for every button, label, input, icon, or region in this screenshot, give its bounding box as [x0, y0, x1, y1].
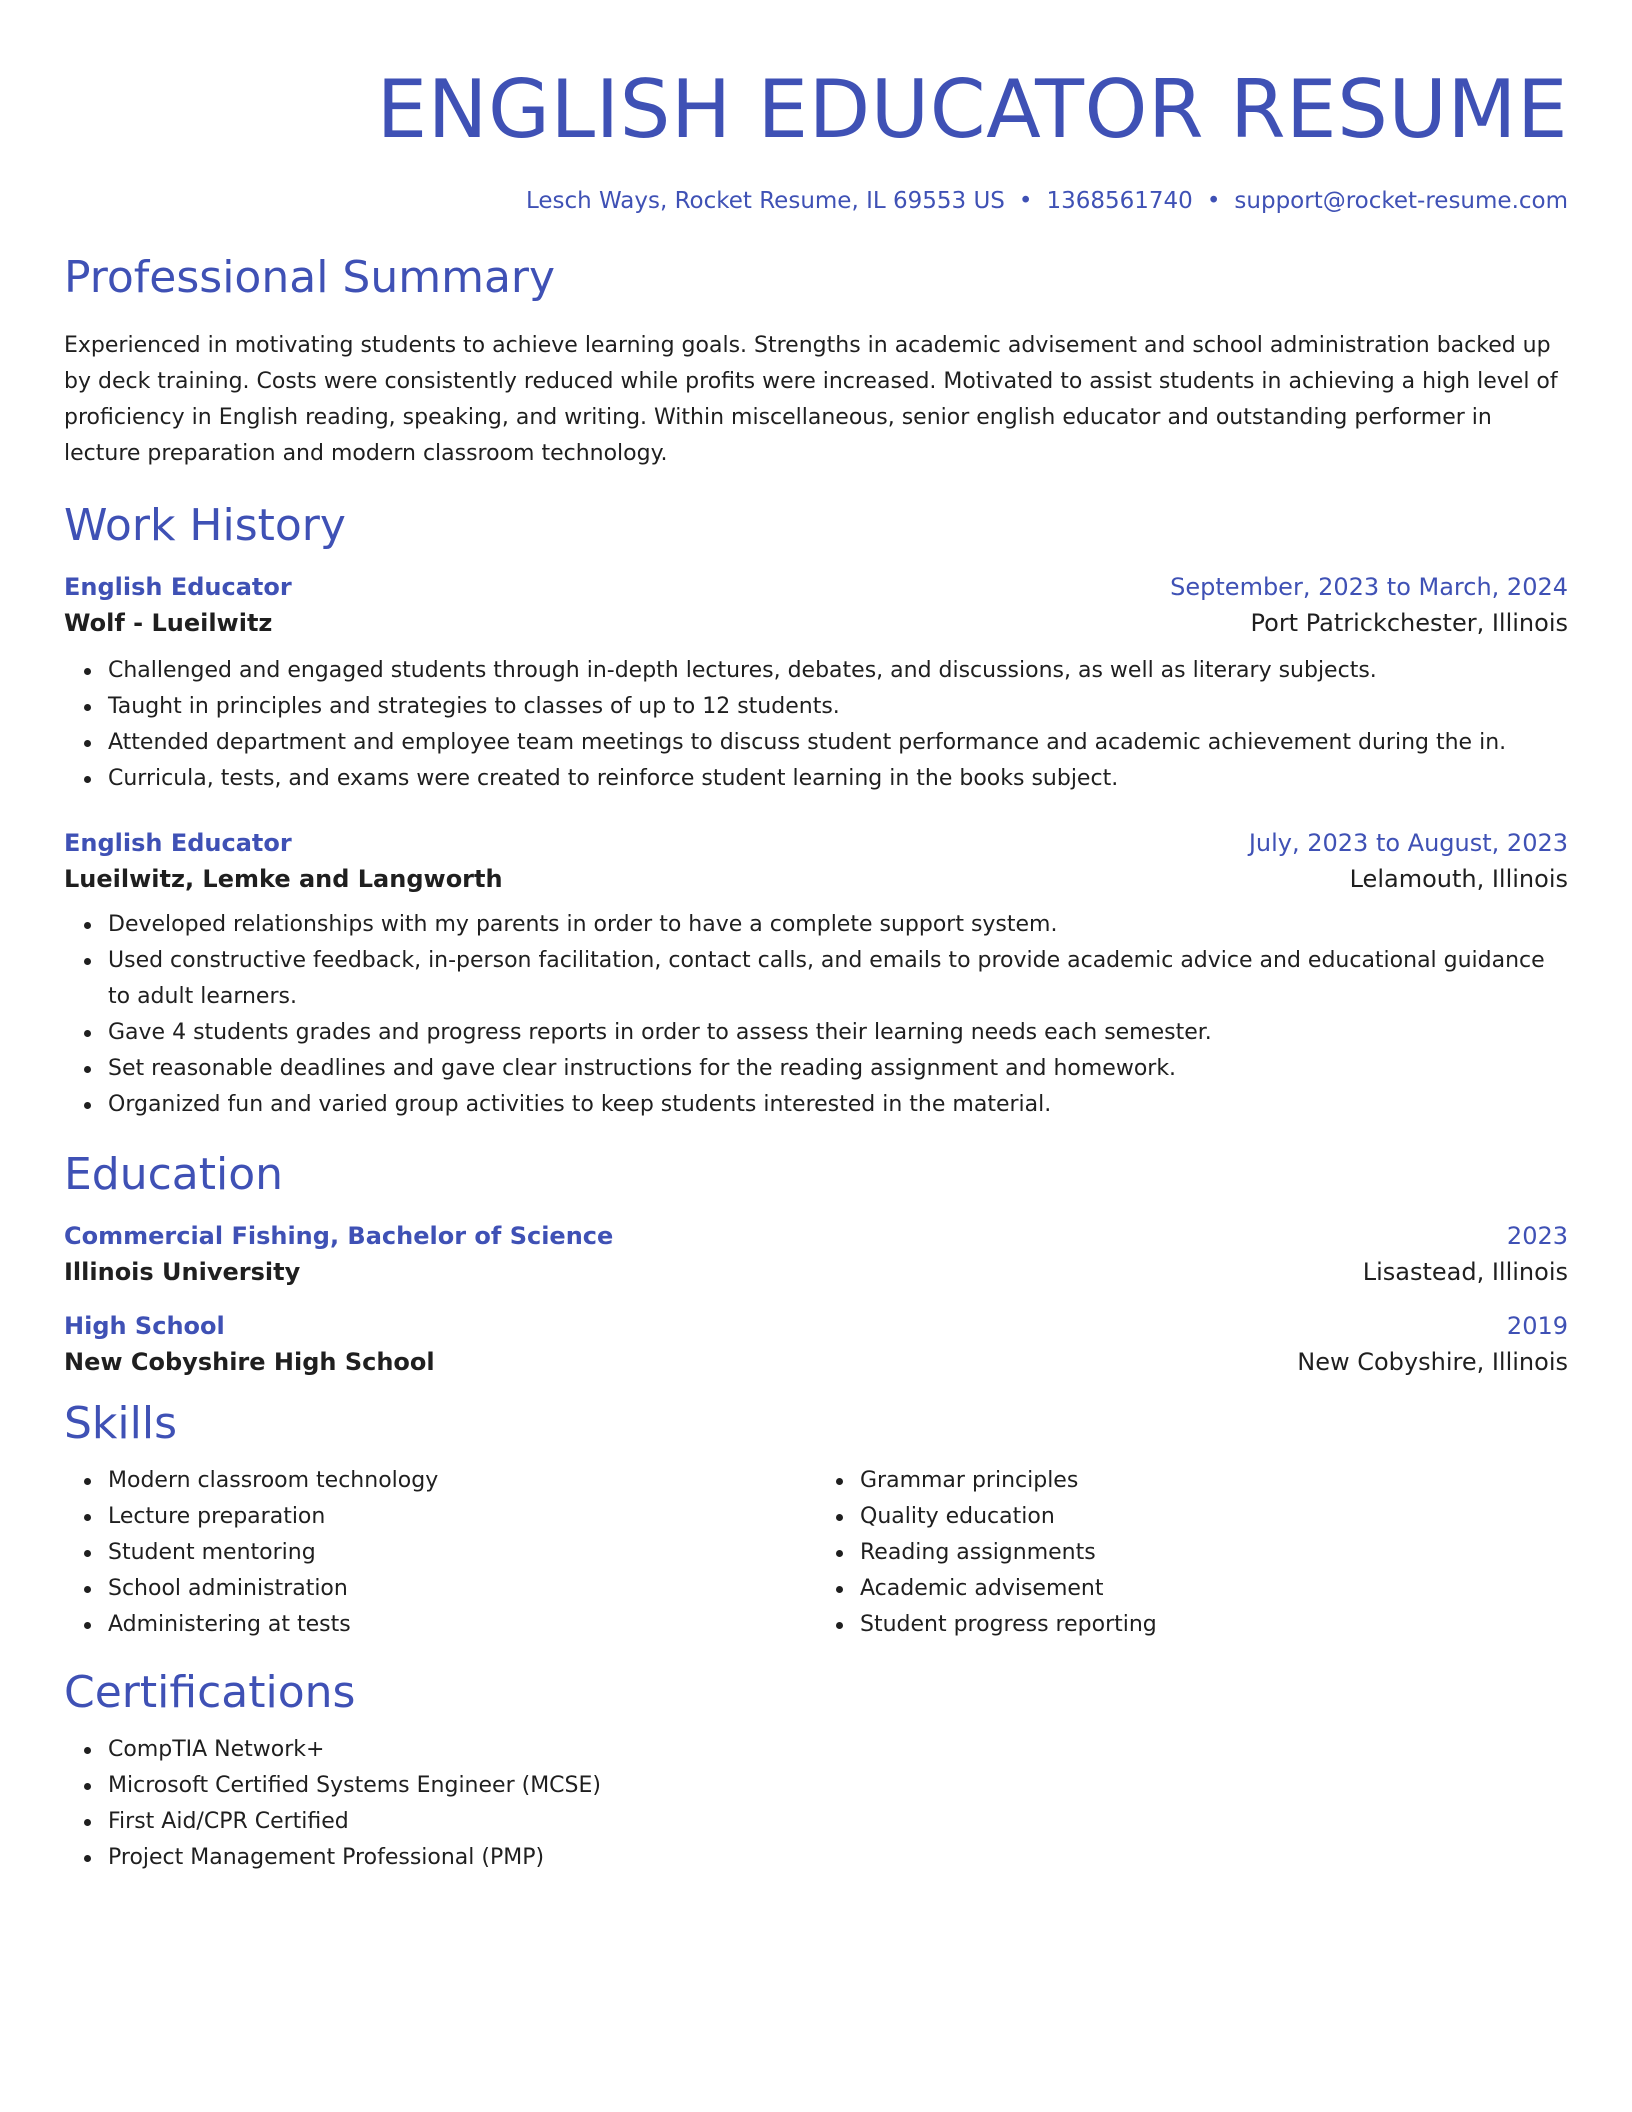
job-title-row	[64, 829, 1568, 857]
contact-email: support@rocket-resume.com	[1234, 188, 1568, 214]
job-duty: Used constructive feedback, in-person facilitation, contact calls, and emails to provide academic advice and educational guidance to adult learners.	[108, 943, 1568, 1015]
job-title: English Educator	[64, 829, 292, 858]
education-entry	[64, 1312, 1568, 1376]
skill-item: Reading assignments	[860, 1535, 1568, 1571]
education-school: Illinois University	[64, 1257, 301, 1286]
contact-address: Lesch Ways, Rocket Resume, IL 69553 US	[525, 188, 1005, 214]
job-title-row	[64, 573, 1568, 601]
job-company: Wolf - Lueilwitz	[64, 609, 273, 638]
work-history-heading: Work History	[64, 500, 346, 552]
certifications-list	[64, 1732, 1568, 1876]
certification-item: Microsoft Certified Systems Engineer (MCSE)	[108, 1768, 1568, 1804]
job-dates: September, 2023 to March, 2024	[1170, 573, 1568, 602]
job-company-row	[64, 865, 1568, 893]
job-duty: Organized fun and varied group activities to keep students interested in the material.	[108, 1087, 1568, 1123]
education-heading: Education	[64, 1149, 284, 1201]
resume-header	[64, 62, 1568, 216]
job-duty: Developed relationships with my parents in order to have a complete support system.	[108, 907, 1568, 943]
education-year: 2023	[1506, 1221, 1568, 1250]
skill-item: Modern classroom technology	[108, 1463, 816, 1499]
skill-item: Academic advisement	[860, 1571, 1568, 1607]
work-history-section	[64, 500, 1568, 1123]
certification-item: CompTIA Network+	[108, 1732, 1568, 1768]
job-duty: Set reasonable deadlines and gave clear instructions for the reading assignment and homework.	[108, 1051, 1568, 1087]
job-location: Port Patrickchester, Illinois	[1250, 609, 1568, 638]
document-title: ENGLISH EDUCATOR RESUME	[376, 63, 1568, 156]
education-degree: High School	[64, 1311, 225, 1340]
job-duty: Attended department and employee team meetings to discuss student performance and academic achievement during the in.	[108, 725, 1568, 761]
job-duty: Curricula, tests, and exams were created to reinforce student learning in the books subject.	[108, 761, 1568, 797]
job-dates: July, 2023 to August, 2023	[1248, 829, 1568, 858]
skill-item: Lecture preparation	[108, 1499, 816, 1535]
certification-item: Project Management Professional (PMP)	[108, 1840, 1568, 1876]
education-location: Lisastead, Illinois	[1362, 1257, 1568, 1286]
skills-list-left	[64, 1463, 816, 1643]
job-title: English Educator	[64, 573, 292, 602]
job-entry	[64, 573, 1568, 797]
job-entry	[64, 829, 1568, 1123]
job-duties-list	[64, 907, 1568, 1123]
job-duty: Gave 4 students grades and progress reports in order to assess their learning needs each semester.	[108, 1015, 1568, 1051]
education-school-row	[64, 1258, 1568, 1286]
skills-section	[64, 1398, 1568, 1643]
contact-separator: •	[1206, 188, 1221, 214]
skill-item: Administering at tests	[108, 1607, 816, 1643]
skill-item: Quality education	[860, 1499, 1568, 1535]
skill-item: Student progress reporting	[860, 1607, 1568, 1643]
job-duty: Taught in principles and strategies to classes of up to 12 students.	[108, 689, 1568, 725]
education-school: New Cobyshire High School	[64, 1347, 435, 1376]
skill-item: School administration	[108, 1571, 816, 1607]
education-degree-row	[64, 1222, 1568, 1250]
certification-item: First Aid/CPR Certified	[108, 1804, 1568, 1840]
certifications-heading: Certifications	[64, 1666, 356, 1718]
education-degree-row	[64, 1312, 1568, 1340]
education-year: 2019	[1506, 1311, 1568, 1340]
education-entry	[64, 1222, 1568, 1286]
job-company-row	[64, 609, 1568, 637]
skills-heading: Skills	[64, 1397, 178, 1449]
contact-separator: •	[1018, 188, 1033, 214]
job-company: Lueilwitz, Lemke and Langworth	[64, 865, 503, 894]
skills-list-right	[816, 1463, 1568, 1643]
contact-line	[64, 188, 1568, 216]
contact-phone: 1368561740	[1046, 188, 1193, 214]
education-location: New Cobyshire, Illinois	[1297, 1347, 1568, 1376]
education-section	[64, 1149, 1568, 1376]
job-duty: Challenged and engaged students through in-depth lectures, debates, and discussions, as well as literary subjects.	[108, 653, 1568, 689]
skill-item: Grammar principles	[860, 1463, 1568, 1499]
summary-section	[64, 252, 1568, 473]
job-duties-list	[64, 653, 1568, 797]
education-school-row	[64, 1348, 1568, 1376]
job-location: Lelamouth, Illinois	[1349, 865, 1568, 894]
skills-grid	[64, 1463, 1568, 1643]
skill-item: Student mentoring	[108, 1535, 816, 1571]
summary-heading: Professional Summary	[64, 251, 556, 303]
education-degree: Commercial Fishing, Bachelor of Science	[64, 1221, 614, 1250]
summary-text: Experienced in motivating students to achieve learning goals. Strengths in academic advisement and school administration backed up by deck training. Costs were consistently reduced while profits were increased. Motivated to assist students in achieving a high level of proficiency in English reading, speaking, and writing. Within miscellaneous, senior english educator and outstanding performer in lecture preparation and modern classroom technology.	[64, 333, 1558, 467]
certifications-section	[64, 1667, 1568, 1876]
